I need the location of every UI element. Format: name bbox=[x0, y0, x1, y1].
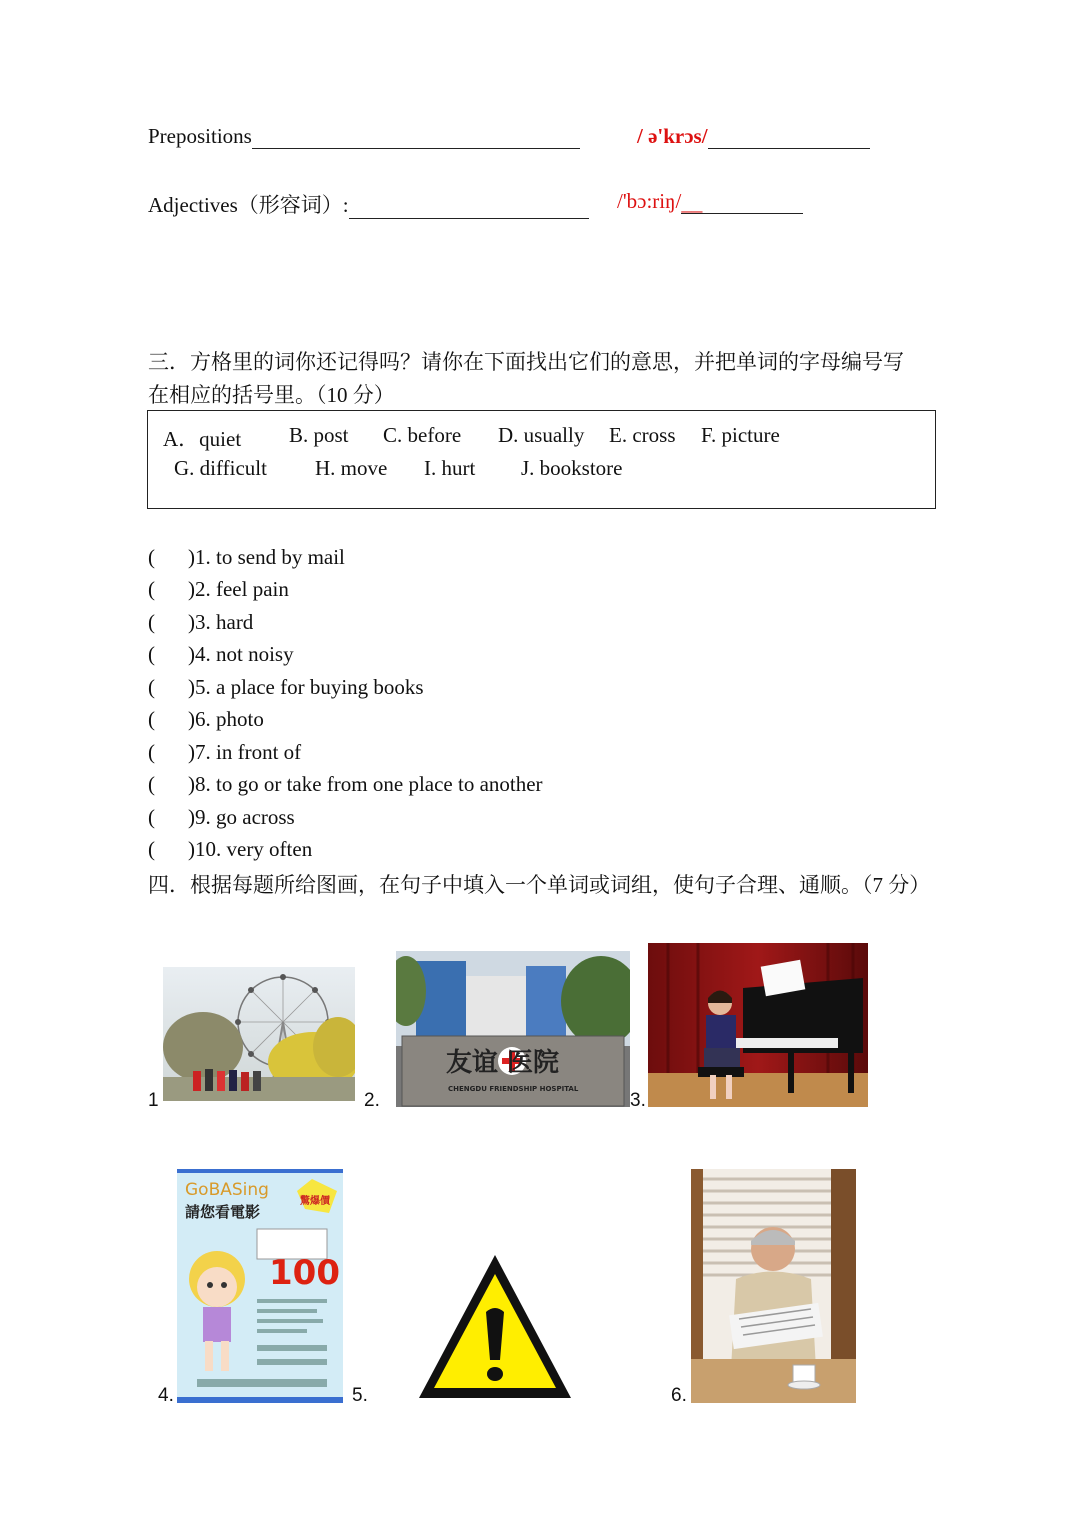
phonetic-across-blank[interactable] bbox=[708, 126, 870, 149]
option-j: J. bookstore bbox=[521, 456, 623, 480]
word-options-box bbox=[147, 410, 936, 509]
question-text: )6. photo bbox=[188, 707, 264, 731]
question-text: )2. feel pain bbox=[188, 577, 289, 601]
section3-heading-line2: 在相应的括号里。（10 分） bbox=[148, 383, 395, 407]
answer-paren: ( bbox=[148, 545, 155, 569]
answer-paren: ( bbox=[148, 610, 155, 634]
picture-caption-4: 4. bbox=[158, 1385, 174, 1406]
hospital-sign-photo bbox=[396, 951, 630, 1107]
prepositions-row bbox=[148, 124, 580, 149]
answer-paren: ( bbox=[148, 805, 155, 829]
question-text: )7. in front of bbox=[188, 740, 302, 764]
option-d: D. usually bbox=[498, 423, 585, 447]
girl-playing-piano-photo bbox=[648, 943, 868, 1107]
prepositions-blank[interactable] bbox=[252, 126, 580, 149]
question-text: )9. go across bbox=[188, 805, 295, 829]
prepositions-label: Prepositions bbox=[148, 124, 252, 148]
poster-badge: 驚爆價 bbox=[300, 1196, 330, 1207]
question-text: )4. not noisy bbox=[188, 642, 294, 666]
section4-heading: 四．根据每题所给图画，在句子中填入一个单词或词组，使句子合理、通顺。（7 分） bbox=[148, 873, 931, 897]
poster-subtitle: 請您看電影 bbox=[185, 1203, 261, 1221]
option-e: E. cross bbox=[609, 423, 676, 447]
answer-paren: ( bbox=[148, 772, 155, 796]
warning-triangle-sign bbox=[416, 1252, 574, 1402]
option-h: H. move bbox=[315, 456, 388, 480]
question-text: )5. a place for buying books bbox=[188, 675, 424, 699]
answer-paren: ( bbox=[148, 837, 155, 861]
poster-price: 100 bbox=[269, 1253, 340, 1293]
adjectives-row bbox=[148, 189, 589, 219]
adjectives-label: Adjectives（形容词）: bbox=[148, 193, 349, 217]
picture-caption-6: 6. bbox=[671, 1385, 687, 1406]
answer-paren: ( bbox=[148, 675, 155, 699]
picture-caption-1: 1 bbox=[148, 1090, 159, 1111]
phonetic-boring: /'bɔ:riŋ/ bbox=[617, 189, 682, 213]
question-text: )10. very often bbox=[188, 837, 313, 861]
question-text: )3. hard bbox=[188, 610, 254, 634]
option-b: B. post bbox=[289, 423, 349, 447]
section3-heading bbox=[148, 346, 948, 412]
answer-paren: ( bbox=[148, 642, 155, 666]
movie-poster bbox=[177, 1169, 343, 1403]
answer-paren: ( bbox=[148, 707, 155, 731]
adjectives-blank[interactable] bbox=[349, 196, 589, 219]
phonetic-across-row bbox=[637, 124, 870, 149]
option-i: I. hurt bbox=[424, 456, 476, 480]
option-g: G. difficult bbox=[174, 456, 267, 480]
answer-paren: ( bbox=[148, 577, 155, 601]
picture-caption-3: 3. bbox=[630, 1090, 646, 1111]
ferris-wheel-park-photo bbox=[163, 967, 355, 1101]
question-text: )1. to send by mail bbox=[188, 545, 345, 569]
hospital-sign-text: 友谊 医院 bbox=[446, 1048, 560, 1078]
poster-title: GoBASing bbox=[185, 1180, 269, 1200]
phonetic-boring-row bbox=[617, 189, 803, 214]
option-a: A．quiet bbox=[163, 427, 242, 451]
hospital-sign-subtext: CHENGDU FRIENDSHIP HOSPITAL bbox=[448, 1085, 579, 1093]
option-f: F. picture bbox=[701, 423, 780, 447]
answer-paren: ( bbox=[148, 740, 155, 764]
man-reading-newspaper-photo bbox=[691, 1169, 856, 1403]
picture-caption-5: 5. bbox=[352, 1385, 368, 1406]
phonetic-boring-blank[interactable] bbox=[681, 191, 803, 214]
phonetic-boring-underscore: __ bbox=[681, 191, 703, 215]
phonetic-across: / ə'krɔs/ bbox=[637, 124, 708, 148]
section3-heading-line1: 三．方格里的词你还记得吗？请你在下面找出它们的意思，并把单词的字母编号写 bbox=[148, 350, 904, 374]
option-c: C. before bbox=[383, 423, 462, 447]
question-text: )8. to go or take from one place to another bbox=[188, 772, 543, 796]
picture-caption-2: 2. bbox=[364, 1090, 380, 1111]
